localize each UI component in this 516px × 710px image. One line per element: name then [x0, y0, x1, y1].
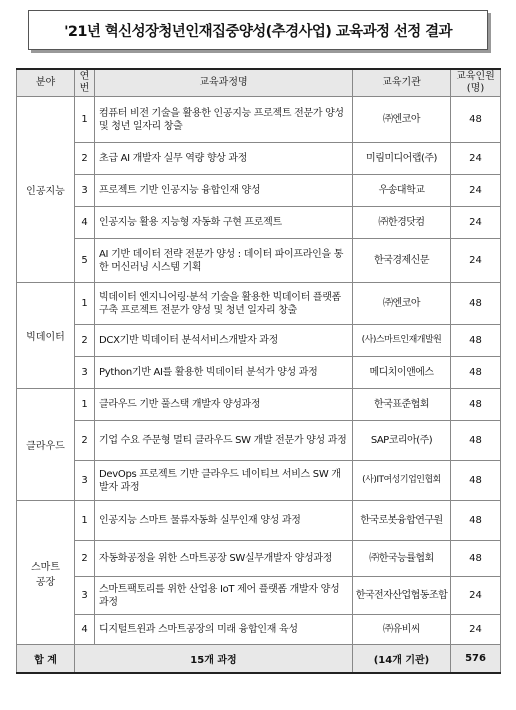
area-cell: 빅데이터 — [17, 283, 75, 389]
no-cell: 2 — [75, 325, 95, 357]
course-cell: 클라우드 기반 풀스택 개발자 양성과정 — [95, 389, 353, 421]
table-row — [17, 501, 501, 541]
course-cell: Python기반 AI를 활용한 빅데이터 분석가 양성 과정 — [95, 357, 353, 389]
table-row — [17, 615, 501, 645]
org-cell: 한국로봇융합연구원 — [353, 501, 451, 541]
count-cell: 48 — [451, 461, 501, 501]
table-row — [17, 421, 501, 461]
table-row — [17, 283, 501, 325]
area-cell: 클라우드 — [17, 389, 75, 501]
header-area: 분야 — [17, 69, 75, 97]
count-cell: 24 — [451, 615, 501, 645]
count-cell: 24 — [451, 239, 501, 283]
count-cell: 24 — [451, 143, 501, 175]
org-cell: ㈜유비씨 — [353, 615, 451, 645]
no-cell: 4 — [75, 615, 95, 645]
org-cell: (사)IT여성기업인협회 — [353, 461, 451, 501]
header-org: 교육기관 — [353, 69, 451, 97]
course-cell: 스마트팩토리를 위한 산업용 IoT 제어 플랫폼 개발자 양성과정 — [95, 577, 353, 615]
no-cell: 2 — [75, 541, 95, 577]
table-body — [17, 97, 501, 645]
table-row — [17, 325, 501, 357]
course-cell: DevOps 프로젝트 기반 클라우드 네이티브 서비스 SW 개발자 과정 — [95, 461, 353, 501]
org-cell: (사)스마트인재개발원 — [353, 325, 451, 357]
table-row — [17, 207, 501, 239]
no-cell: 2 — [75, 143, 95, 175]
area-cell: 스마트 공장 — [17, 501, 75, 645]
count-cell: 48 — [451, 97, 501, 143]
table-row — [17, 541, 501, 577]
table-row — [17, 389, 501, 421]
total-count: 576 — [451, 645, 501, 674]
title-box — [28, 10, 488, 50]
course-cell: DCX기반 빅데이터 분석서비스개발자 과정 — [95, 325, 353, 357]
org-cell: ㈜한경닷컴 — [353, 207, 451, 239]
course-cell: 디지털트윈과 스마트공장의 미래 융합인재 육성 — [95, 615, 353, 645]
table-row — [17, 461, 501, 501]
table-row — [17, 143, 501, 175]
table-row — [17, 357, 501, 389]
org-cell: 한국경제신문 — [353, 239, 451, 283]
no-cell: 1 — [75, 283, 95, 325]
org-cell: 미림미디어랩(주) — [353, 143, 451, 175]
count-cell: 48 — [451, 421, 501, 461]
course-cell: 인공지능 스마트 물류자동화 실무인재 양성 과정 — [95, 501, 353, 541]
page-title: '21년 혁신성장청년인재집중양성(추경사업) 교육과정 선정 결과 — [64, 23, 452, 40]
org-cell: ㈜엔코아 — [353, 283, 451, 325]
header-count: 교육인원(명) — [451, 69, 501, 97]
no-cell: 1 — [75, 501, 95, 541]
header-row — [17, 69, 501, 97]
no-cell: 3 — [75, 357, 95, 389]
org-cell: 메디치이앤에스 — [353, 357, 451, 389]
no-cell: 1 — [75, 389, 95, 421]
course-cell: 기업 수요 주문형 멀티 클라우드 SW 개발 전문가 양성 과정 — [95, 421, 353, 461]
total-orgs: (14개 기관) — [353, 645, 451, 674]
org-cell: 우송대학교 — [353, 175, 451, 207]
org-cell: 한국표준협회 — [353, 389, 451, 421]
course-cell: 초급 AI 개발자 실무 역량 향상 과정 — [95, 143, 353, 175]
org-cell: ㈜엔코아 — [353, 97, 451, 143]
course-cell: AI 기반 데이터 전략 전문가 양성 : 데이터 파이프라인을 통한 머신러닝 시스템 기획 — [95, 239, 353, 283]
header-no: 연번 — [75, 69, 95, 97]
count-cell: 48 — [451, 283, 501, 325]
org-cell: SAP코리아(주) — [353, 421, 451, 461]
count-cell: 48 — [451, 501, 501, 541]
no-cell: 3 — [75, 175, 95, 207]
course-cell: 컴퓨터 비전 기술을 활용한 인공지능 프로젝트 전문가 양성 및 청년 일자리 창출 — [95, 97, 353, 143]
total-row — [17, 645, 501, 674]
count-cell: 24 — [451, 207, 501, 239]
org-cell: ㈜한국능률협회 — [353, 541, 451, 577]
count-cell: 48 — [451, 389, 501, 421]
no-cell: 4 — [75, 207, 95, 239]
count-cell: 48 — [451, 325, 501, 357]
table-row — [17, 175, 501, 207]
total-label: 합 계 — [17, 645, 75, 674]
total-courses: 15개 과정 — [75, 645, 353, 674]
course-cell: 인공지능 활용 지능형 자동화 구현 프로젝트 — [95, 207, 353, 239]
no-cell: 1 — [75, 97, 95, 143]
course-cell: 자동화공정을 위한 스마트공장 SW실무개발자 양성과정 — [95, 541, 353, 577]
no-cell: 3 — [75, 461, 95, 501]
course-cell: 프로젝트 기반 인공지능 융합인재 양성 — [95, 175, 353, 207]
no-cell: 2 — [75, 421, 95, 461]
table-row — [17, 577, 501, 615]
count-cell: 24 — [451, 577, 501, 615]
count-cell: 24 — [451, 175, 501, 207]
org-cell: 한국전자산업협동조합 — [353, 577, 451, 615]
count-cell: 48 — [451, 357, 501, 389]
results-table — [16, 68, 501, 674]
count-cell: 48 — [451, 541, 501, 577]
area-cell: 인공지능 — [17, 97, 75, 283]
course-cell: 빅데이터 엔지니어링·분석 기술을 활용한 빅데이터 플랫폼 구축 프로젝트 전문가 양성 및 청년 일자리 창출 — [95, 283, 353, 325]
table-row — [17, 239, 501, 283]
header-course: 교육과정명 — [95, 69, 353, 97]
no-cell: 5 — [75, 239, 95, 283]
table-row — [17, 97, 501, 143]
no-cell: 3 — [75, 577, 95, 615]
